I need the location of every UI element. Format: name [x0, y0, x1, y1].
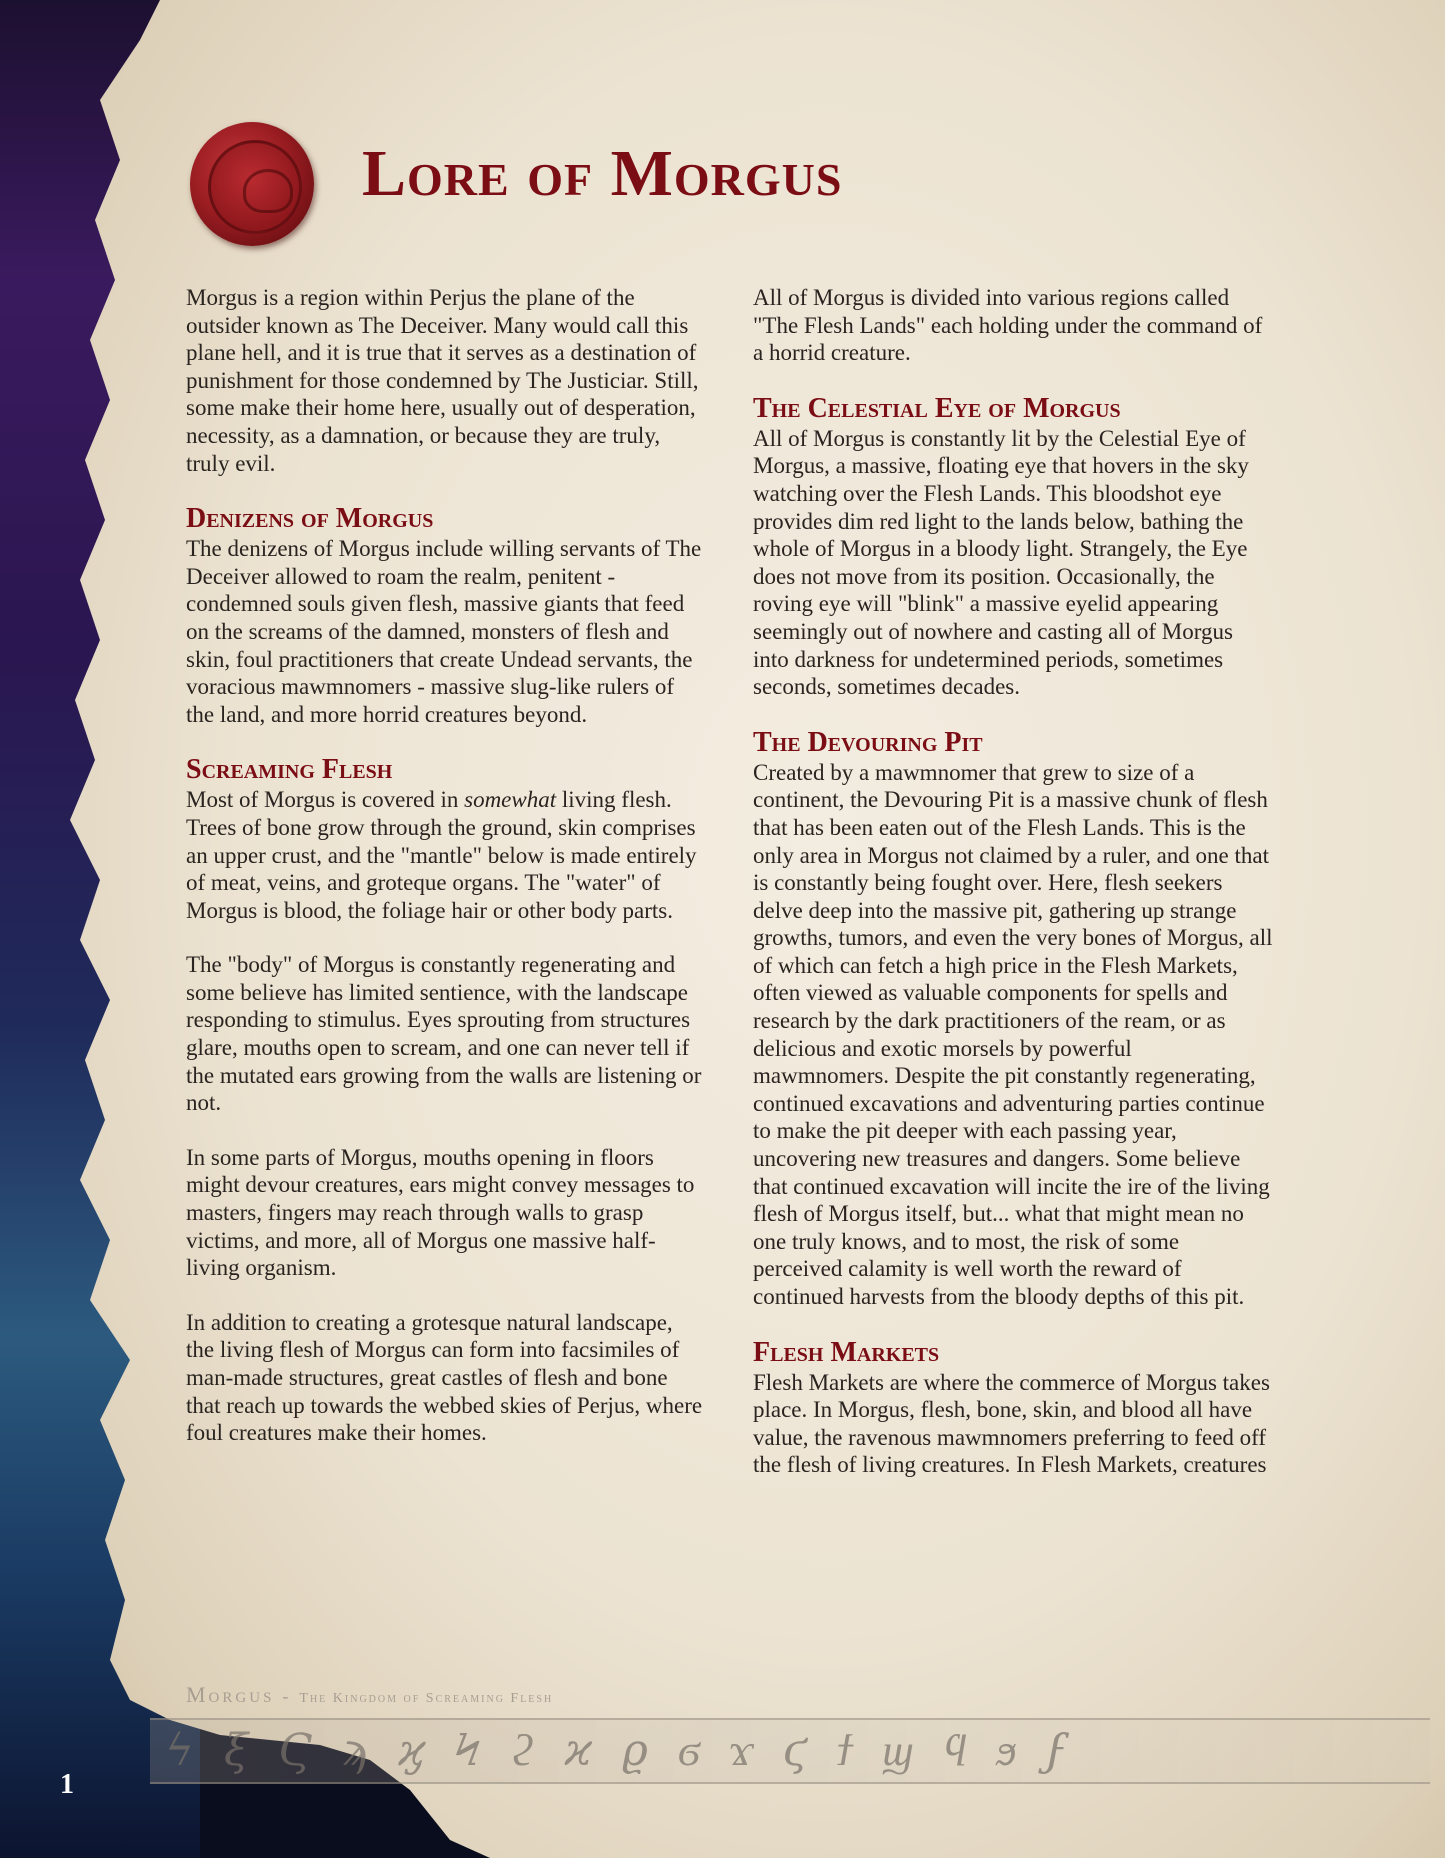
screaming-flesh-paragraph-4: In addition to creating a grotesque natural landscape, the living flesh of Morgus can form into facsimiles of man-made structures, great castles of flesh and bone that reach up towards the webbed skies of Perjus, where foul creatures make their homes.: [186, 1309, 703, 1446]
right-column: [753, 284, 1273, 1506]
page-title: Lore of Morgus: [362, 137, 843, 210]
footer-subtitle: The Kingdom of Screaming Flesh: [299, 1691, 554, 1706]
celestial-eye-heading: The Celestial Eye of Morgus: [753, 392, 1121, 424]
footer-separator: -: [282, 1686, 292, 1706]
regions-intro-paragraph: All of Morgus is divided into various regions called "The Flesh Lands" each holding under the command of a horrid creature.: [753, 285, 1263, 366]
screaming-flesh-paragraph-1: Most of Morgus is covered in somewhat living flesh. Trees of bone grow through the ground, skin comprises an upper crust, and the "mantle" below is made entirely of meat, veins, and groteque organs. The "water" of Morgus is blood, the foliage hair or other body parts.: [186, 787, 697, 923]
screaming-flesh-heading: Screaming Flesh: [186, 754, 393, 786]
page-footer: [186, 1682, 553, 1708]
rune-border-decoration: ϟ ξ Ϛ ϡ ϗ Ϟ ϩ ϰ ϱ ϭ ϫ ϛ ϯ ϣ ϥ ϧ ϝ: [150, 1718, 1430, 1784]
denizens-heading: Denizens of Morgus: [186, 503, 434, 535]
celestial-eye-paragraph: All of Morgus is constantly lit by the Celestial Eye of Morgus, a massive, floating eye that hovers in the sky watching over the Flesh Lands. This bloodshot eye provides dim red light to the lands below, bathing the whole of Morgus in a bloody light. Strangely, the Eye does not move from its position. Occasionally, the roving eye will "blink" a massive eyelid appearing seemingly out of nowhere and casting all of Morgus into darkness for undetermined periods, sometimes seconds, sometimes decades.: [753, 425, 1249, 700]
devouring-pit-paragraph: Created by a mawmnomer that grew to size of a continent, the Devouring Pit is a massive chunk of flesh that has been eaten out of the Flesh Lands. This is the only area in Morgus not claimed by a ruler, and one that is constantly being fought over. Here, flesh seekers delve deep into the massive pit, gathering up strange growths, tumors, and even the very bones of Morgus, all of which can fetch a high price in the Flesh Markets, often viewed as valuable components for spells and research by the dark practitioners of the ream, or as delicious and exotic morsels by powerful mawmnomers. Despite the pit constantly regenerating, continued excavations and adventuring parties continue to make the pit deeper with each passing year, uncovering new treasures and dangers. Some believe that continued excavation will incite the ire of the living flesh of Morgus itself, but... what that might mean no one truly knows, and to most, the risk of some perceived calamity is well worth the reward of continued harvests from the bloody depths of this pit.: [753, 759, 1273, 1309]
intro-paragraph: Morgus is a region within Perjus the plane of the outsider known as The Deceiver. Many would call this plane hell, and it is true that it serves as a destination of punishment for those condemned by The Justiciar. Still, some make their home here, usually out of desperation, necessity, as a damnation, or because they are truly, truly evil.: [186, 285, 699, 476]
denizens-paragraph: The denizens of Morgus include willing servants of The Deceiver allowed to roam the realm, penitent - condemned souls given flesh, massive giants that feed on the screams of the damned, monsters of flesh and skin, foul practitioners that create Undead servants, the voracious mawmnomers - massive slug-like rulers of the land, and more horrid creatures beyond.: [186, 536, 702, 727]
page-number: 1: [60, 1769, 74, 1800]
footer-book-title: Morgus: [186, 1682, 275, 1707]
devouring-pit-heading: The Devouring Pit: [753, 726, 983, 758]
wax-seal-skull-icon: [190, 122, 314, 246]
emphasis-text: somewhat: [464, 787, 557, 813]
flesh-markets-paragraph: Flesh Markets are where the commerce of Morgus takes place. In Morgus, flesh, bone, skin, and blood all have value, the ravenous mawmnomers preferring to feed off the flesh of living creatures. In Flesh Markets, creatures: [753, 1369, 1270, 1478]
screaming-flesh-paragraph-3: In some parts of Morgus, mouths opening in floors might devour creatures, ears might convey messages to masters, fingers may reach through walls to grasp victims, and more, all of Morgus one massive half-living organism.: [186, 1144, 695, 1281]
flesh-markets-heading: Flesh Markets: [753, 1336, 940, 1368]
screaming-flesh-paragraph-2: The "body" of Morgus is constantly regenerating and some believe has limited sentience, with the landscape responding to stimulus. Eyes sprouting from structures glare, mouths open to scream, and one can never tell if the mutated ears growing from the walls are listening or not.: [186, 952, 702, 1116]
left-column: [186, 284, 706, 1474]
